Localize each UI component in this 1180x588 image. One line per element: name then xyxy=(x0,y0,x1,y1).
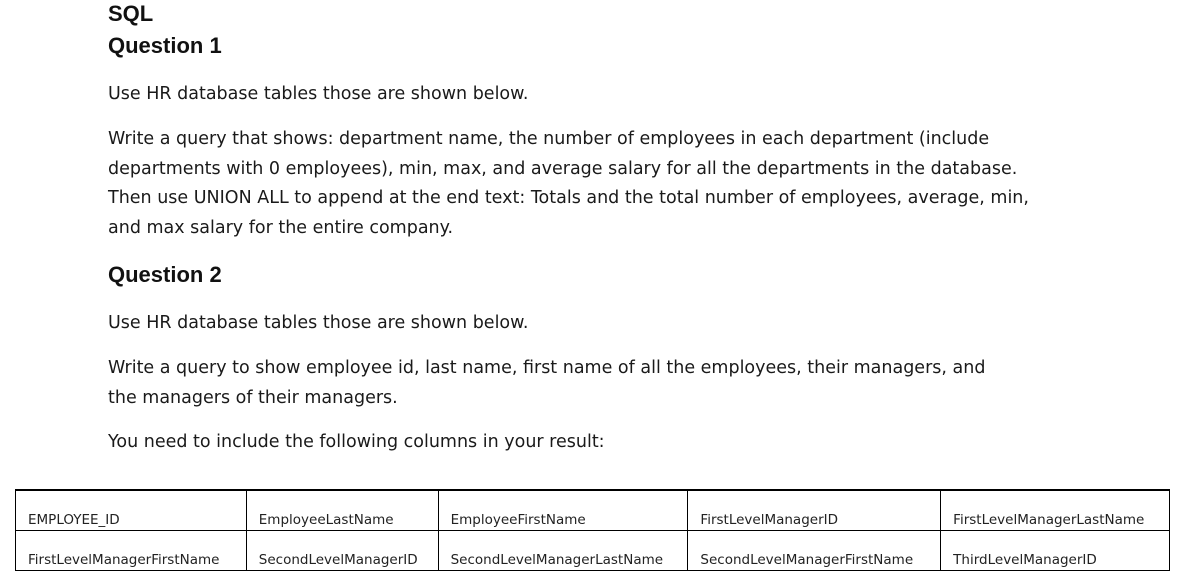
question-2-intro: Use HR database tables those are shown below. xyxy=(108,313,529,333)
table-cell: SecondLevelManagerLastName xyxy=(438,531,688,571)
table-row xyxy=(16,490,1170,531)
table-cell: FirstLevelManagerFirstName xyxy=(16,531,247,571)
table-row xyxy=(16,531,1170,571)
table-cell: SecondLevelManagerID xyxy=(246,531,438,571)
question-2-body: Write a query to show employee id, last name, first name of all the employees, their managers, and the managers of their managers. xyxy=(108,358,986,408)
table-cell: EmployeeLastName xyxy=(246,490,438,531)
question-1-intro: Use HR database tables those are shown below. xyxy=(108,84,529,104)
table-cell: EMPLOYEE_ID xyxy=(16,490,247,531)
document-title: SQL xyxy=(108,1,154,26)
table-cell: FirstLevelManagerID xyxy=(688,490,941,531)
question-1-heading: Question 1 xyxy=(108,33,222,58)
table-cell: ThirdLevelManagerID xyxy=(941,531,1170,571)
result-columns-table xyxy=(15,489,1170,571)
question-2-columns-intro: You need to include the following columns in your result: xyxy=(108,432,605,452)
table-cell: SecondLevelManagerFirstName xyxy=(688,531,941,571)
table-cell: FirstLevelManagerLastName xyxy=(941,490,1170,531)
table-cell: EmployeeFirstName xyxy=(438,490,688,531)
question-1-body: Write a query that shows: department name, the number of employees in each department (include departments with 0 employees), min, max, and average salary for all the departments in the database. Then use UNION ALL to append at the end text: Totals and the total number of employees, average, min, and max salary for the entire company. xyxy=(108,129,1029,238)
question-2-heading: Question 2 xyxy=(108,262,222,287)
